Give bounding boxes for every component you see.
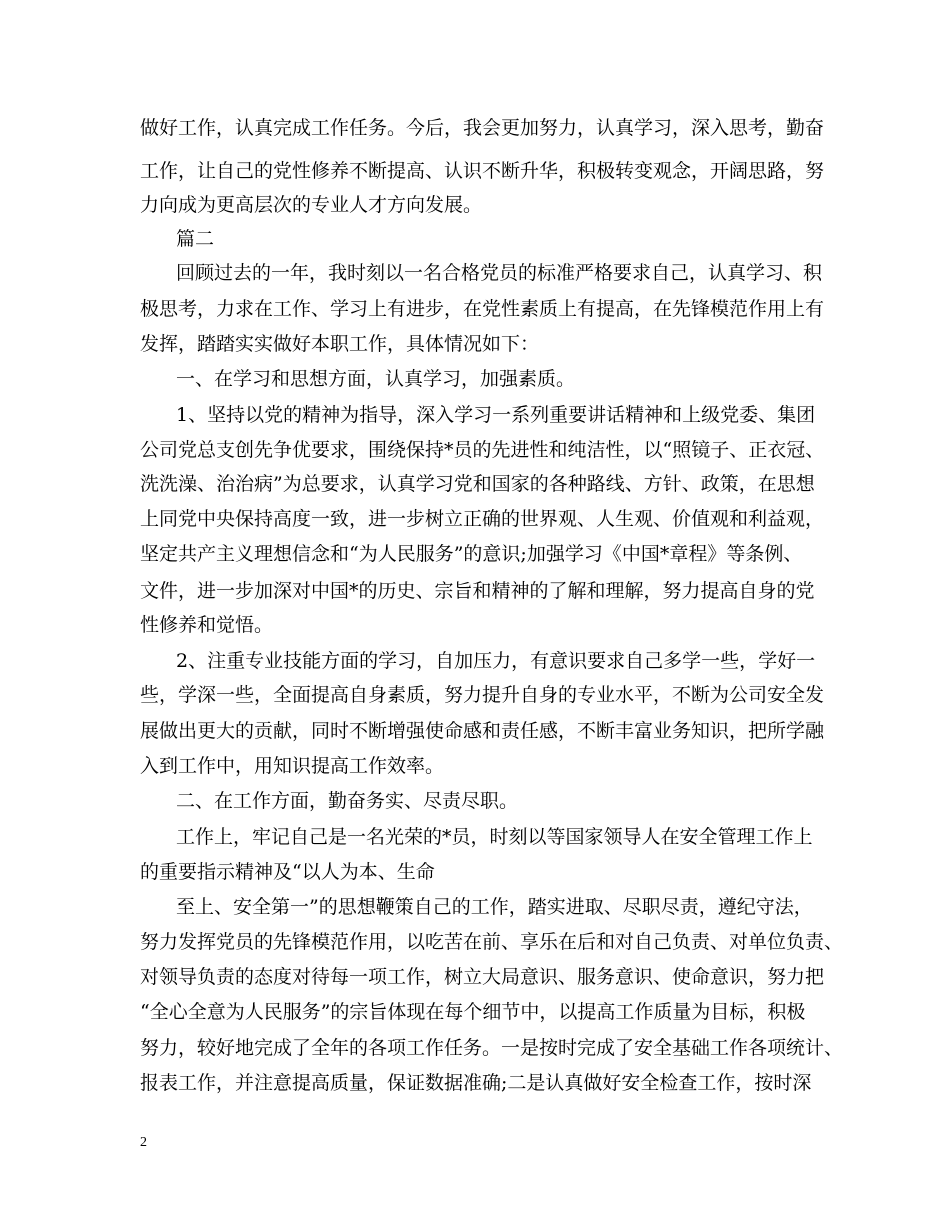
text-line: 2、注重专业技能方面的学习，自加压力，有意识要求自己多学一些，学好一 — [176, 650, 816, 672]
text-line: 工作上，牢记自己是一名光荣的*员，时刻以等国家领导人在安全管理工作上 — [176, 826, 813, 848]
text-line: 些，学深一些，全面提高自身素质，努力提升自身的专业水平，不断为公司安全发 — [140, 684, 825, 706]
text-line: 报表工作，并注意提高质量，保证数据准确;二是认真做好安全检查工作，按时深 — [140, 1072, 812, 1094]
text-line: 公司党总支创先争优要求，围绕保持*员的先进性和纯洁性，以“照镜子、正衣冠、 — [140, 439, 825, 461]
text-line: 极思考，力求在工作、学习上有进步，在党性素质上有提高，在先锋模范作用上有 — [140, 298, 825, 320]
text-line: 上同党中央保持高度一致，进一步树立正确的世界观、人生观、价值观和利益观， — [140, 508, 825, 530]
text-line: 努力，较好地完成了全年的各项工作任务。一是按时完成了安全基础工作各项统计、 — [140, 1037, 844, 1059]
text-line: 力向成为更高层次的专业人才方向发展。 — [140, 194, 483, 216]
page-number: 2 — [140, 1135, 147, 1150]
text-line: 回顾过去的一年，我时刻以一名合格党员的标准严格要求自己，认真学习、积 — [176, 262, 823, 284]
text-line: 坚定共产主义理想信念和“为人民服务”的意识;加强学习《中国*章程》等条例、 — [140, 543, 803, 565]
text-line: 文件，进一步加深对中国*的历史、宗旨和精神的了解和理解，努力提高自身的党 — [140, 580, 815, 602]
text-line: 入到工作中，用知识提高工作效率。 — [140, 755, 445, 777]
text-line: 的重要指示精神及“以人为本、生命 — [140, 861, 435, 883]
text-line: 对领导负责的态度对待每一项工作，树立大局意识、服务意识、使命意识，努力把 — [140, 966, 825, 988]
text-line: 工作，让自己的党性修养不断提高、认识不断升华，积极转变观念，开阔思路，努 — [140, 160, 825, 182]
subsection-heading: 一、在学习和思想方面，认真学习，加强素质。 — [176, 368, 576, 390]
text-line: 至上、安全第一”的思想鞭策自己的工作，踏实进取、尽职尽责，遵纪守法， — [176, 896, 813, 918]
text-line: 1、坚持以党的精神为指导，深入学习一系列重要讲话精神和上级党委、集团 — [176, 404, 816, 426]
text-line: 性修养和觉悟。 — [140, 614, 274, 636]
text-line: 展做出更大的贡献，同时不断增强使命感和责任感，不断丰富业务知识，把所学融 — [140, 720, 825, 742]
text-line: 洗洗澡、治治病”为总要求，认真学习党和国家的各种路线、方针、政策，在思想 — [140, 473, 815, 495]
text-line: 做好工作，认真完成工作任务。今后，我会更加努力，认真学习，深入思考，勤奋 — [140, 117, 825, 139]
text-line: “全心全意为人民服务”的宗旨体现在每个细节中，以提高工作质量为目标，积极 — [140, 1001, 806, 1023]
text-line: 发挥，踏踏实实做好本职工作，具体情况如下： — [140, 333, 540, 355]
section-heading: 篇二 — [176, 228, 215, 250]
subsection-heading: 二、在工作方面，勤奋务实、尽责尽职。 — [176, 790, 519, 812]
text-line: 努力发挥党员的先锋模范作用，以吃苦在前、享乐在后和对自己负责、对单位负责、 — [140, 931, 844, 953]
